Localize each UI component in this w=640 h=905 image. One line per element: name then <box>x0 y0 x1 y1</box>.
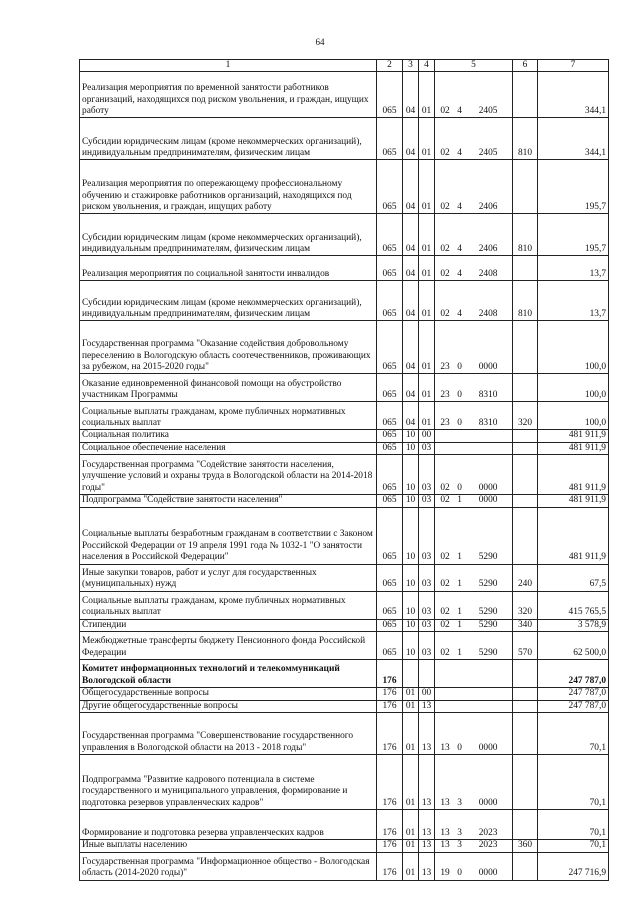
row-amount: 247 787,0 <box>538 660 609 688</box>
target-article-subprogram: 0 <box>457 418 462 428</box>
target-article-direction: 5290 <box>478 552 498 563</box>
table-row <box>80 430 609 442</box>
table-row <box>80 281 609 321</box>
row-subsection-code: 01 <box>419 72 435 118</box>
row-name: Субсидии юридическим лицам (кроме некоммерческих организаций), индивидуальным предпринимателям, физическим лицам <box>80 214 377 256</box>
row-target-article <box>435 632 513 660</box>
col-header-3: 3 <box>403 60 419 72</box>
row-section-code: 04 <box>403 402 419 430</box>
row-expense-type <box>513 374 538 402</box>
row-ministry-code: 065 <box>377 160 403 214</box>
row-subsection-code: 03 <box>419 619 435 631</box>
row-name: Субсидии юридическим лицам (кроме некоммерческих организаций), индивидуальным предпринимателям, физическим лицам <box>80 281 377 321</box>
target-article-program: 02 <box>440 244 450 254</box>
target-article-program: 02 <box>440 482 450 493</box>
row-amount: 247 787,0 <box>538 700 609 712</box>
row-name: Оказание единовременной финансовой помощи на обустройство участникам Программы <box>80 374 377 402</box>
row-ministry-code: 176 <box>377 755 403 810</box>
row-section-code: 01 <box>403 713 419 755</box>
row-amount: 195,7 <box>538 214 609 256</box>
row-target-article <box>435 619 513 631</box>
row-section-code: 01 <box>403 840 419 852</box>
row-section-code: 10 <box>403 619 419 631</box>
row-name: Государственная программа "Оказание содействия добровольному переселению в Вологодскую область соотечественников, проживающих за рубежом, на 2015-2020 годы" <box>80 321 377 374</box>
col-header-1: 1 <box>80 60 377 72</box>
row-section-code: 01 <box>403 810 419 840</box>
row-name: Подпрограмма "Развитие кадрового потенциала в системе государственного и муниципального управления, формирование и подготовка резервов управленческих кадров" <box>80 755 377 810</box>
target-article-program: 02 <box>440 495 450 506</box>
target-article-program: 02 <box>440 607 450 618</box>
row-target-article <box>435 256 513 281</box>
row-amount: 70,1 <box>538 713 609 755</box>
row-section-code: 10 <box>403 455 419 495</box>
row-target-article <box>435 755 513 810</box>
target-article-subprogram: 4 <box>457 309 462 319</box>
table-row <box>80 713 609 755</box>
row-subsection-code: 03 <box>419 632 435 660</box>
target-article-subprogram: 0 <box>457 390 462 400</box>
target-article-program: 13 <box>440 742 450 753</box>
row-ministry-code: 065 <box>377 281 403 321</box>
target-article-subprogram: 1 <box>457 619 462 630</box>
table-row <box>80 402 609 430</box>
row-subsection-code: 13 <box>419 700 435 712</box>
row-target-article <box>435 118 513 160</box>
target-article-program: 13 <box>440 797 450 808</box>
row-name: Социальные выплаты гражданам, кроме публичных нормативных социальных выплат <box>80 591 377 619</box>
row-ministry-code: 065 <box>377 214 403 256</box>
row-amount: 195,7 <box>538 160 609 214</box>
row-expense-type: 240 <box>513 564 538 591</box>
row-amount: 415 765,5 <box>538 591 609 619</box>
row-amount: 344,1 <box>538 72 609 118</box>
table-row <box>80 840 609 852</box>
target-article-subprogram: 1 <box>457 579 462 590</box>
row-ministry-code: 176 <box>377 660 403 688</box>
target-article-subprogram: 4 <box>457 244 462 254</box>
table-row <box>80 72 609 118</box>
row-amount: 67,5 <box>538 564 609 591</box>
target-article-program: 02 <box>440 552 450 563</box>
target-article-subprogram: 3 <box>457 840 462 851</box>
row-section-code: 01 <box>403 688 419 700</box>
target-article-subprogram: 0 <box>457 362 462 372</box>
row-amount: 13,7 <box>538 256 609 281</box>
target-article-direction: 8310 <box>478 390 498 400</box>
table-row <box>80 455 609 495</box>
table-row <box>80 632 609 660</box>
row-subsection-code: 03 <box>419 591 435 619</box>
row-expense-type <box>513 160 538 214</box>
row-name: Комитет информационных технологий и телекоммуникаций Вологодской области <box>80 660 377 688</box>
row-ministry-code: 176 <box>377 700 403 712</box>
table-row <box>80 810 609 840</box>
row-target-article <box>435 455 513 495</box>
row-ministry-code: 065 <box>377 321 403 374</box>
target-article-direction: 5290 <box>478 619 498 630</box>
row-expense-type <box>513 442 538 454</box>
col-header-6: 6 <box>513 60 538 72</box>
row-subsection-code: 03 <box>419 564 435 591</box>
target-article-subprogram: 4 <box>457 202 462 212</box>
table-row <box>80 160 609 214</box>
row-amount: 481 911,9 <box>538 442 609 454</box>
row-target-article <box>435 430 513 442</box>
row-section-code: 04 <box>403 160 419 214</box>
row-amount: 247 787,0 <box>538 688 609 700</box>
row-ministry-code: 065 <box>377 118 403 160</box>
row-name: Подпрограмма "Содействие занятости населения" <box>80 495 377 507</box>
row-expense-type: 810 <box>513 118 538 160</box>
row-ministry-code: 065 <box>377 632 403 660</box>
row-section-code: 01 <box>403 852 419 880</box>
target-article-program: 23 <box>440 418 450 428</box>
row-subsection-code: 00 <box>419 688 435 700</box>
row-subsection-code: 03 <box>419 507 435 564</box>
row-amount: 481 911,9 <box>538 455 609 495</box>
table-row <box>80 755 609 810</box>
target-article-direction: 2408 <box>478 269 498 279</box>
row-amount: 100,0 <box>538 321 609 374</box>
row-section-code: 01 <box>403 700 419 712</box>
row-subsection-code: 13 <box>419 755 435 810</box>
row-name: Государственная программа "Информационное общество - Вологодская область (2014-2020 годы)" <box>80 852 377 880</box>
row-expense-type <box>513 321 538 374</box>
row-name: Государственная программа "Совершенствование государственного управления в Вологодской области на 2013 - 2018 годы" <box>80 713 377 755</box>
row-target-article <box>435 591 513 619</box>
row-ministry-code: 065 <box>377 619 403 631</box>
target-article-program: 02 <box>440 106 450 116</box>
target-article-direction: 5290 <box>478 579 498 590</box>
row-subsection-code: 01 <box>419 321 435 374</box>
table-row <box>80 619 609 631</box>
target-article-program: 02 <box>440 579 450 590</box>
row-name: Субсидии юридическим лицам (кроме некоммерческих организаций), индивидуальным предпринимателям, физическим лицам <box>80 118 377 160</box>
row-subsection-code: 01 <box>419 118 435 160</box>
row-subsection-code: 03 <box>419 442 435 454</box>
col-header-7: 7 <box>538 60 609 72</box>
row-target-article <box>435 442 513 454</box>
row-name: Общегосударственные вопросы <box>80 688 377 700</box>
row-expense-type: 570 <box>513 632 538 660</box>
row-ministry-code: 176 <box>377 688 403 700</box>
row-amount: 344,1 <box>538 118 609 160</box>
row-expense-type <box>513 688 538 700</box>
row-ministry-code: 065 <box>377 256 403 281</box>
target-article-direction: 5290 <box>478 647 498 658</box>
row-name: Реализация мероприятия по временной занятости работников организаций, находящихся под риском увольнения, и граждан, ищущих работу <box>80 72 377 118</box>
row-target-article <box>435 700 513 712</box>
target-article-program: 13 <box>440 827 450 838</box>
row-ministry-code: 065 <box>377 442 403 454</box>
table-row <box>80 507 609 564</box>
target-article-subprogram: 4 <box>457 106 462 116</box>
row-target-article <box>435 852 513 880</box>
row-expense-type <box>513 72 538 118</box>
budget-table <box>79 59 609 881</box>
row-name: Государственная программа "Содействие занятости населения, улучшение условий и охраны труда в Вологодской области на 2014-2018 годы" <box>80 455 377 495</box>
row-ministry-code: 065 <box>377 507 403 564</box>
target-article-direction: 0000 <box>478 797 498 808</box>
row-name: Формирование и подготовка резерва управленческих кадров <box>80 810 377 840</box>
row-name: Стипендии <box>80 619 377 631</box>
row-amount: 481 911,9 <box>538 495 609 507</box>
target-article-direction: 0000 <box>478 868 498 879</box>
row-section-code: 10 <box>403 591 419 619</box>
target-article-direction: 2023 <box>478 827 498 838</box>
row-section-code: 04 <box>403 72 419 118</box>
table-row <box>80 591 609 619</box>
row-name: Другие общегосударственные вопросы <box>80 700 377 712</box>
row-expense-type: 810 <box>513 281 538 321</box>
row-section-code: 04 <box>403 374 419 402</box>
table-row <box>80 214 609 256</box>
table-row <box>80 321 609 374</box>
target-article-direction: 5290 <box>478 607 498 618</box>
row-section-code: 01 <box>403 755 419 810</box>
target-article-subprogram: 0 <box>457 868 462 879</box>
row-target-article <box>435 214 513 256</box>
row-expense-type <box>513 852 538 880</box>
target-article-subprogram: 1 <box>457 607 462 618</box>
row-amount: 70,1 <box>538 810 609 840</box>
row-amount: 100,0 <box>538 402 609 430</box>
header-row <box>80 60 609 72</box>
col-header-2: 2 <box>377 60 403 72</box>
row-subsection-code: 01 <box>419 160 435 214</box>
row-subsection-code: 01 <box>419 214 435 256</box>
row-ministry-code: 065 <box>377 564 403 591</box>
target-article-program: 02 <box>440 202 450 212</box>
row-amount: 3 578,9 <box>538 619 609 631</box>
row-section-code: 04 <box>403 256 419 281</box>
target-article-program: 02 <box>440 647 450 658</box>
table-row <box>80 495 609 507</box>
target-article-program: 02 <box>440 619 450 630</box>
row-ministry-code: 065 <box>377 495 403 507</box>
target-article-program: 02 <box>440 148 450 158</box>
row-section-code: 04 <box>403 118 419 160</box>
row-target-article <box>435 160 513 214</box>
row-expense-type <box>513 713 538 755</box>
row-ministry-code: 065 <box>377 430 403 442</box>
row-ministry-code: 065 <box>377 72 403 118</box>
target-article-program: 23 <box>440 390 450 400</box>
row-subsection-code: 03 <box>419 455 435 495</box>
target-article-subprogram: 4 <box>457 148 462 158</box>
row-expense-type <box>513 755 538 810</box>
row-amount: 100,0 <box>538 374 609 402</box>
col-header-5: 5 <box>435 60 513 72</box>
row-expense-type <box>513 455 538 495</box>
row-amount: 481 911,9 <box>538 507 609 564</box>
row-target-article <box>435 564 513 591</box>
row-section-code: 04 <box>403 321 419 374</box>
row-target-article <box>435 374 513 402</box>
col-header-4: 4 <box>419 60 435 72</box>
row-ministry-code: 176 <box>377 810 403 840</box>
target-article-subprogram: 1 <box>457 552 462 563</box>
row-amount: 13,7 <box>538 281 609 321</box>
row-expense-type <box>513 507 538 564</box>
row-ministry-code: 065 <box>377 402 403 430</box>
target-article-program: 23 <box>440 362 450 372</box>
target-article-subprogram: 4 <box>457 269 462 279</box>
row-section-code: 04 <box>403 214 419 256</box>
row-subsection-code: 01 <box>419 374 435 402</box>
row-name: Социальное обеспечение населения <box>80 442 377 454</box>
target-article-subprogram: 1 <box>457 495 462 506</box>
row-name: Реализация мероприятия по опережающему профессиональному обучению и стажировке работников организаций, находящихся под риском увольнения, и граждан, ищущих работу <box>80 160 377 214</box>
target-article-direction: 2406 <box>478 202 498 212</box>
target-article-program: 02 <box>440 269 450 279</box>
target-article-direction: 2405 <box>478 148 498 158</box>
row-amount: 70,1 <box>538 755 609 810</box>
table-row <box>80 256 609 281</box>
row-section-code: 10 <box>403 507 419 564</box>
target-article-subprogram: 3 <box>457 797 462 808</box>
table-row <box>80 660 609 688</box>
row-subsection-code: 13 <box>419 840 435 852</box>
target-article-direction: 0000 <box>478 482 498 493</box>
page-number: 64 <box>315 37 325 47</box>
row-subsection-code: 01 <box>419 281 435 321</box>
row-subsection-code: 13 <box>419 852 435 880</box>
row-expense-type: 320 <box>513 591 538 619</box>
row-expense-type <box>513 660 538 688</box>
target-article-subprogram: 0 <box>457 482 462 493</box>
target-article-subprogram: 0 <box>457 742 462 753</box>
row-expense-type: 810 <box>513 214 538 256</box>
row-name: Социальные выплаты безработным гражданам в соответствии с Законом Российской Федерации от 19 апреля 1991 года № 1032-1 "О занятости населения в Российской Федерации" <box>80 507 377 564</box>
row-target-article <box>435 660 513 688</box>
row-target-article <box>435 840 513 852</box>
row-expense-type <box>513 430 538 442</box>
row-target-article <box>435 810 513 840</box>
row-target-article <box>435 495 513 507</box>
row-target-article <box>435 507 513 564</box>
row-section-code: 10 <box>403 495 419 507</box>
target-article-program: 19 <box>440 868 450 879</box>
row-name: Социальная политика <box>80 430 377 442</box>
row-name: Иные закупки товаров, работ и услуг для государственных (муниципальных) нужд <box>80 564 377 591</box>
row-ministry-code: 065 <box>377 455 403 495</box>
target-article-direction: 2405 <box>478 106 498 116</box>
row-subsection-code <box>419 660 435 688</box>
row-target-article <box>435 713 513 755</box>
row-name: Межбюджетные трансферты бюджету Пенсионного фонда Российской Федерации <box>80 632 377 660</box>
row-name: Социальные выплаты гражданам, кроме публичных нормативных социальных выплат <box>80 402 377 430</box>
target-article-direction: 8310 <box>478 418 498 428</box>
row-expense-type <box>513 495 538 507</box>
target-article-direction: 2408 <box>478 309 498 319</box>
target-article-direction: 2023 <box>478 840 498 851</box>
table-row <box>80 688 609 700</box>
target-article-direction: 2406 <box>478 244 498 254</box>
row-section-code: 10 <box>403 442 419 454</box>
row-ministry-code: 176 <box>377 713 403 755</box>
row-amount: 62 500,0 <box>538 632 609 660</box>
row-ministry-code: 176 <box>377 840 403 852</box>
target-article-direction: 0000 <box>478 742 498 753</box>
table-row <box>80 564 609 591</box>
row-amount: 247 716,9 <box>538 852 609 880</box>
row-ministry-code: 065 <box>377 374 403 402</box>
row-expense-type: 340 <box>513 619 538 631</box>
row-ministry-code: 065 <box>377 591 403 619</box>
table-row <box>80 442 609 454</box>
target-article-program: 02 <box>440 309 450 319</box>
target-article-direction: 0000 <box>478 362 498 372</box>
row-target-article <box>435 402 513 430</box>
row-expense-type <box>513 256 538 281</box>
row-subsection-code: 00 <box>419 430 435 442</box>
row-name: Иные выплаты населению <box>80 840 377 852</box>
row-section-code <box>403 660 419 688</box>
row-amount: 70,1 <box>538 840 609 852</box>
target-article-subprogram: 3 <box>457 827 462 838</box>
target-article-direction: 0000 <box>478 495 498 506</box>
row-expense-type: 320 <box>513 402 538 430</box>
row-subsection-code: 13 <box>419 713 435 755</box>
target-article-subprogram: 1 <box>457 647 462 658</box>
table-row <box>80 700 609 712</box>
row-section-code: 10 <box>403 632 419 660</box>
table-row <box>80 118 609 160</box>
target-article-program: 13 <box>440 840 450 851</box>
row-target-article <box>435 321 513 374</box>
row-expense-type <box>513 700 538 712</box>
row-name: Реализация мероприятия по социальной занятости инвалидов <box>80 256 377 281</box>
table-row <box>80 374 609 402</box>
row-target-article <box>435 72 513 118</box>
row-target-article <box>435 688 513 700</box>
row-ministry-code: 176 <box>377 852 403 880</box>
row-expense-type: 360 <box>513 840 538 852</box>
row-amount: 481 911,9 <box>538 430 609 442</box>
row-subsection-code: 01 <box>419 402 435 430</box>
row-subsection-code: 03 <box>419 495 435 507</box>
row-section-code: 04 <box>403 281 419 321</box>
row-section-code: 10 <box>403 430 419 442</box>
table-row <box>80 852 609 880</box>
row-subsection-code: 01 <box>419 256 435 281</box>
row-expense-type <box>513 810 538 840</box>
row-target-article <box>435 281 513 321</box>
row-section-code: 10 <box>403 564 419 591</box>
row-subsection-code: 13 <box>419 810 435 840</box>
